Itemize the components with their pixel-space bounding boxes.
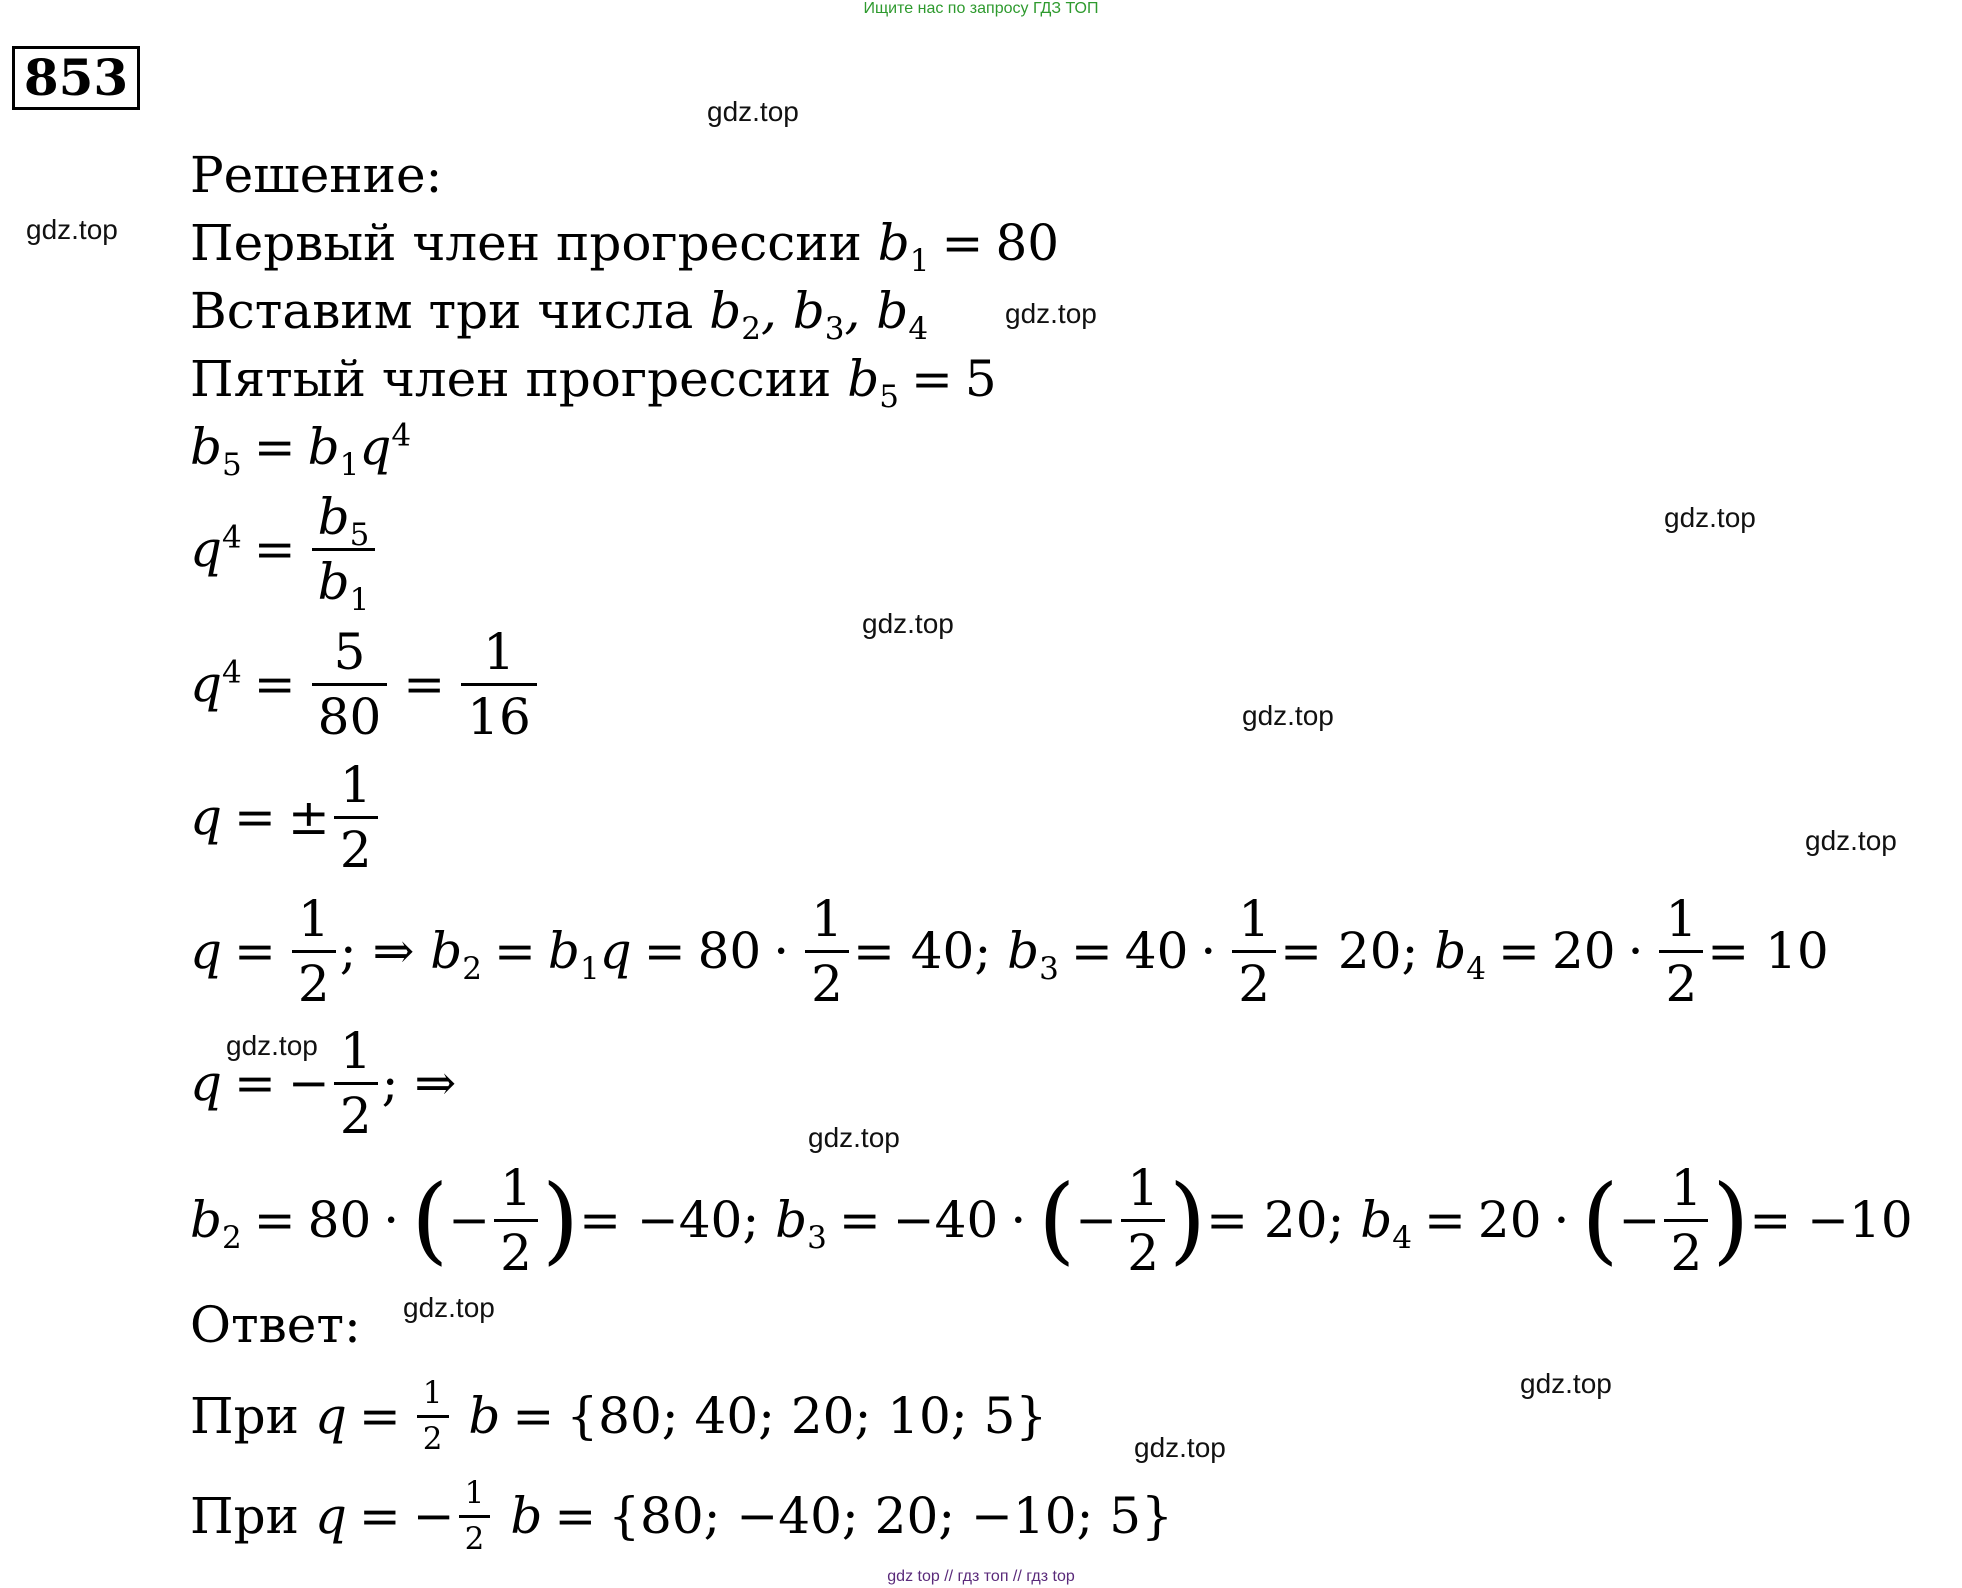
watermark: gdz.top xyxy=(1805,825,1897,856)
answer-label: Ответ: xyxy=(190,1296,361,1354)
watermark: gdz.top xyxy=(862,608,954,639)
top-banner: Ищите нас по запросу ГДЗ ТОП xyxy=(863,0,1099,17)
formula-q4: $q^4$ = $\frac{b_5}{b_1}$ xyxy=(190,482,379,616)
watermark: gdz.top xyxy=(808,1122,900,1153)
watermark: gdz.top xyxy=(707,96,799,127)
first-term-line: Первый член прогрессии $b_1$ = 80 xyxy=(190,214,1060,279)
watermark: gdz.top xyxy=(1134,1432,1226,1463)
formula-q4-value: $q^4$ = $\frac{5}{80}$ = $\frac{1}{16}$ xyxy=(190,618,541,750)
watermark: gdz.top xyxy=(226,1030,318,1061)
watermark: gdz.top xyxy=(1242,700,1334,731)
answer-negative: При q = − $\frac{1}{2}$ b = {80; −40; 20; −10; 5} xyxy=(190,1474,1173,1557)
answer-positive: При q = $\frac{1}{2}$ b = {80; 40; 20; 10; 5} xyxy=(190,1374,1048,1457)
positive-q-chain: q = $\frac{1}{2}$ ; ⇒ $b_2$ = $b_1q$ = 80 · $\frac{1}{2}$ = 40; $b_3$ = 40 · $\frac{1}{2}$ = 20; $b_4$ = 20 · $\frac{1}{2}$ = 10 xyxy=(190,889,1829,1013)
negative-q-line: q = − $\frac{1}{2}$ ; ⇒ xyxy=(190,1021,457,1145)
formula-q: q = ± $\frac{1}{2}$ xyxy=(190,752,382,882)
solution-label: Решение: xyxy=(190,146,443,204)
task-number: 853 xyxy=(12,46,140,110)
footer-links: gdz top // гдз топ // гдз top xyxy=(887,1568,1075,1585)
watermark: gdz.top xyxy=(26,214,118,245)
insert-three-line: Вставим три числа $b_2$, $b_3$, $b_4$ xyxy=(190,282,929,347)
watermark: gdz.top xyxy=(1520,1368,1612,1399)
formula-b5: $b_5$ = $b_1q^4$ xyxy=(190,417,412,483)
watermark: gdz.top xyxy=(1005,298,1097,329)
fifth-term-line: Пятый член прогрессии $b_5$ = 5 xyxy=(190,350,997,415)
negative-q-chain: $b_2$ = 80 · ( − $\frac{1}{2}$ ) = −40; $b_3$ = −40 · ( − $\frac{1}{2}$ ) = 20; $b_4$ = 20 · ( − $\frac{1}{2}$ ) = −10 xyxy=(190,1158,1913,1282)
watermark: gdz.top xyxy=(403,1292,495,1323)
watermark: gdz.top xyxy=(1664,502,1756,533)
